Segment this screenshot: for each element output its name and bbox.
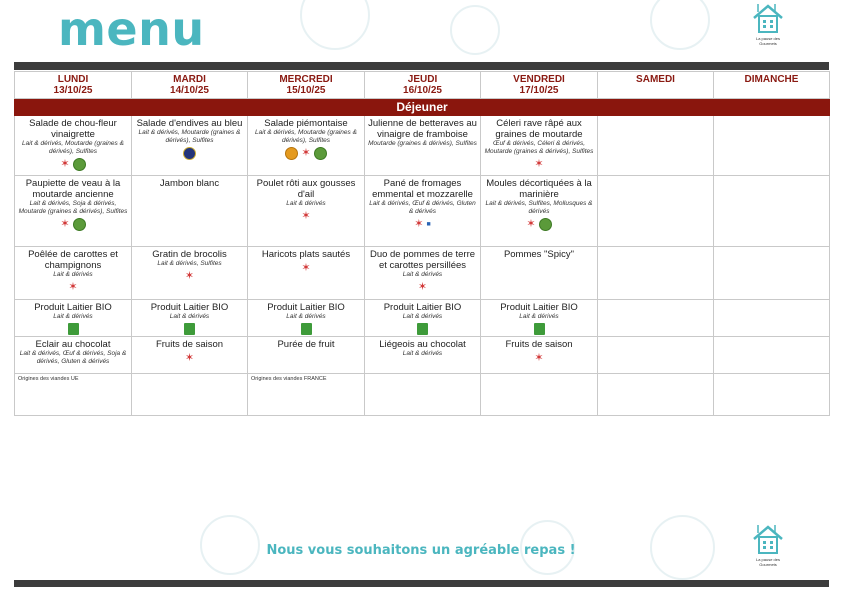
- label-icons: [135, 146, 244, 160]
- day-header: [365, 72, 481, 99]
- menu-cell: [15, 300, 132, 337]
- dish-name: Duo de pommes de terre et carottes persillées: [369, 249, 476, 271]
- meat-origin-note: [132, 374, 248, 416]
- label-icons: [251, 322, 361, 336]
- dish-name: Eclair au chocolat: [35, 339, 111, 350]
- organic-label-icon: [534, 323, 545, 335]
- label-icons: [484, 157, 594, 171]
- brand-logo-bottom: [748, 523, 788, 567]
- label-star-icon: ✶: [301, 262, 311, 274]
- organic-label-icon: [184, 323, 195, 335]
- dish-name: Fruits de saison: [505, 339, 573, 350]
- day-header: [598, 72, 714, 99]
- menu-cell: [598, 337, 714, 374]
- dish-name: Gratin de brocolis: [152, 249, 227, 260]
- dish-name: Produit Laitier BIO: [267, 302, 345, 313]
- dish-name: Purée de fruit: [277, 339, 335, 350]
- brand-logo: [748, 2, 788, 46]
- house-logo-icon: [750, 2, 786, 36]
- day-name: DIMANCHE: [744, 74, 799, 85]
- allergen-list: Lait & dérivés, Sulfites: [157, 260, 222, 267]
- menu-cell: [714, 337, 830, 374]
- day-header: [714, 72, 830, 99]
- menu-cell: [132, 247, 248, 300]
- menu-cell: [132, 176, 248, 247]
- eco-label-icon: [73, 158, 86, 171]
- dish-name: Céleri rave râpé aux graines de moutarde: [495, 118, 583, 140]
- menu-cell: [365, 300, 481, 337]
- meat-origin-note: [481, 374, 598, 416]
- day-header: [481, 72, 598, 99]
- day-name: SAMEDI: [636, 74, 675, 85]
- menu-cell: [481, 300, 598, 337]
- label-star-icon: ✶: [184, 270, 195, 282]
- menu-cell: [132, 337, 248, 374]
- allergen-list: Lait & dérivés: [519, 313, 559, 320]
- allergen-list: Lait & dérivés, Œuf & dérivés, Gluten & dérivés: [369, 200, 476, 215]
- allergen-list: Lait & dérivés: [402, 313, 443, 320]
- label-star-icon: ✶: [301, 210, 311, 222]
- day-header: [15, 72, 132, 99]
- day-name: MARDI: [173, 74, 206, 85]
- label-star-icon: ✶: [526, 218, 536, 230]
- organic-label-icon: [417, 323, 428, 335]
- label-icons: [251, 146, 361, 160]
- dish-name: Salade piémontaise: [264, 118, 348, 129]
- dish-name: Pommes "Spicy": [503, 249, 575, 260]
- menu-cell: [132, 300, 248, 337]
- label-star-icon: ✶: [184, 352, 195, 364]
- allergen-list: Lait & dérivés, Moutarde (graines & dérivés), Sulfites: [255, 129, 357, 144]
- organic-label-icon: [68, 323, 79, 335]
- allergen-list: Lait & dérivés, Soja & dérivés, Moutarde (graines & dérivés), Sulfites: [18, 200, 128, 215]
- label-star-icon: ✶: [417, 281, 428, 293]
- day-header: [248, 72, 365, 99]
- label-icons: [18, 322, 128, 336]
- day-name: VENDREDI: [513, 74, 565, 85]
- menu-cell: [598, 176, 714, 247]
- menu-cell: [365, 337, 481, 374]
- footer-message: Nous vous souhaitons un agréable repas !: [266, 543, 576, 558]
- allergen-list: Lait & dérivés: [286, 313, 326, 320]
- meat-origin-note: [714, 374, 830, 416]
- label-icons: [368, 322, 477, 336]
- meat-origin-note: [365, 374, 481, 416]
- dish-name: Produit Laitier BIO: [383, 302, 462, 313]
- dish-name: Produit Laitier BIO: [500, 302, 578, 313]
- menu-cell: [365, 116, 481, 176]
- dish-name: Pané de fromages emmental et mozzarelle: [372, 178, 473, 200]
- dish-name: Produit Laitier BIO: [34, 302, 112, 313]
- label-icons: [484, 322, 594, 336]
- label-star-icon: ✶: [534, 352, 544, 364]
- dish-name: Paupiette de veau à la moutarde ancienne: [25, 178, 121, 200]
- eco-label-icon: [314, 147, 327, 160]
- menu-cell: [15, 176, 132, 247]
- menu-cell: [481, 176, 598, 247]
- logo-text: La pause des Gourmets: [755, 557, 781, 567]
- table-row: [15, 337, 830, 374]
- menu-cell: [481, 337, 598, 374]
- label-icons: [135, 322, 244, 336]
- dish-name: Liégeois au chocolat: [379, 339, 466, 350]
- label-star-icon: ✶: [414, 218, 424, 230]
- allergen-list: Lait & dérivés: [53, 271, 93, 278]
- eco-label-icon: [539, 218, 552, 231]
- menu-cell: [714, 176, 830, 247]
- allergen-list: Lait & dérivés: [402, 350, 443, 357]
- label-star-icon: ✶: [60, 158, 70, 170]
- allergen-list: Lait & dérivés, Œuf & dérivés, Soja & dérivés, Gluten & dérivés: [19, 350, 127, 365]
- logo-text: La pause des Gourmets: [755, 36, 781, 46]
- decorative-plate-sketch: [450, 5, 500, 55]
- label-icons: [484, 217, 594, 231]
- dish-name: Salade d'endives au bleu: [136, 118, 243, 129]
- table-row: [15, 247, 830, 300]
- label-icons: [135, 269, 244, 283]
- menu-cell: [248, 116, 365, 176]
- day-name: MERCREDI: [279, 74, 333, 85]
- dish-name: Fruits de saison: [155, 339, 224, 350]
- allergen-list: Œuf & dérivés, Céleri & dérivés, Moutarde (graines & dérivés), Sulfites: [484, 140, 594, 155]
- menu-cell: [365, 176, 481, 247]
- menu-cell: [714, 300, 830, 337]
- allergen-list: Lait & dérivés: [402, 271, 443, 278]
- day-date: 14/10/25: [170, 85, 209, 96]
- dish-name: Jambon blanc: [159, 178, 220, 189]
- meal-label: Déjeuner: [15, 99, 830, 116]
- aop-label-icon: [183, 147, 196, 160]
- table-row: [15, 176, 830, 247]
- label-star-icon: ✶: [68, 281, 78, 293]
- menu-cell: [248, 176, 365, 247]
- meat-origin-note: Origines des viandes FRANCE: [248, 374, 365, 416]
- menu-cell: [15, 247, 132, 300]
- allergen-list: Lait & dérivés, Sulfites, Mollusques & dérivés: [485, 200, 593, 215]
- menu-cell: [15, 116, 132, 176]
- dish-name: Moules décortiquées à la marinière: [486, 178, 592, 200]
- dish-name: Produit Laitier BIO: [150, 302, 229, 313]
- label-icons: [251, 209, 361, 223]
- quality-label-icon: [285, 147, 298, 160]
- label-icons: [18, 157, 128, 171]
- bottom-divider-bar: [14, 580, 829, 587]
- day-date: 13/10/25: [53, 85, 93, 96]
- menu-cell: [714, 247, 830, 300]
- table-row: [15, 300, 830, 337]
- page-title: menu: [58, 2, 205, 56]
- label-icons: [18, 217, 128, 231]
- decorative-plate-sketch: [650, 0, 710, 50]
- allergen-list: Lait & dérivés: [169, 313, 210, 320]
- allergen-list: Lait & dérivés: [286, 200, 326, 207]
- day-name: LUNDI: [57, 74, 89, 85]
- day-date: 16/10/25: [403, 85, 442, 96]
- house-logo-icon: [750, 523, 786, 557]
- menu-cell: [481, 247, 598, 300]
- label-icons: [484, 351, 594, 365]
- day-header: [132, 72, 248, 99]
- france-origin-icon: ■: [426, 220, 431, 228]
- label-icons: [251, 261, 361, 275]
- label-star-icon: ✶: [301, 147, 311, 159]
- dish-name: Salade de chou-fleur vinaigrette: [29, 118, 117, 140]
- menu-cell: [248, 300, 365, 337]
- label-star-icon: ✶: [534, 158, 544, 170]
- allergen-list: Lait & dérivés, Moutarde (graines & dérivés), Sulfites: [138, 129, 241, 144]
- menu-cell: [365, 247, 481, 300]
- label-icons: [18, 280, 128, 294]
- origins-row: [15, 374, 830, 416]
- day-date: 17/10/25: [519, 85, 559, 96]
- meat-origin-note: [598, 374, 714, 416]
- decorative-plate-sketch: [300, 0, 370, 50]
- eco-label-icon: [73, 218, 86, 231]
- meat-origin-note: Origines des viandes UE: [15, 374, 132, 416]
- menu-cell: [481, 116, 598, 176]
- label-star-icon: ✶: [60, 218, 70, 230]
- day-date: 15/10/25: [286, 85, 326, 96]
- weekly-menu-table: [14, 71, 830, 416]
- dish-name: Julienne de betteraves au vinaigre de framboise: [368, 118, 477, 140]
- dish-name: Poulet rôti aux gousses d'ail: [256, 178, 356, 200]
- label-icons: [135, 351, 244, 365]
- menu-cell: [714, 116, 830, 176]
- label-icons: [368, 217, 477, 231]
- allergen-list: Lait & dérivés: [53, 313, 93, 320]
- menu-cell: [15, 337, 132, 374]
- day-name: JEUDI: [407, 74, 438, 85]
- dish-name: Haricots plats sautés: [261, 249, 351, 260]
- dish-name: Poêlée de carottes et champignons: [28, 249, 118, 271]
- allergen-list: Moutarde (graines & dérivés), Sulfites: [368, 140, 477, 147]
- menu-cell: [248, 337, 365, 374]
- table-row: [15, 116, 830, 176]
- menu-cell: [132, 116, 248, 176]
- label-icons: [368, 280, 477, 294]
- top-divider-bar: [14, 62, 829, 70]
- menu-cell: [248, 247, 365, 300]
- menu-cell: [598, 300, 714, 337]
- allergen-list: Lait & dérivés, Moutarde (graines & dérivés), Sulfites: [22, 140, 124, 155]
- menu-cell: [598, 247, 714, 300]
- organic-label-icon: [301, 323, 312, 335]
- menu-cell: [598, 116, 714, 176]
